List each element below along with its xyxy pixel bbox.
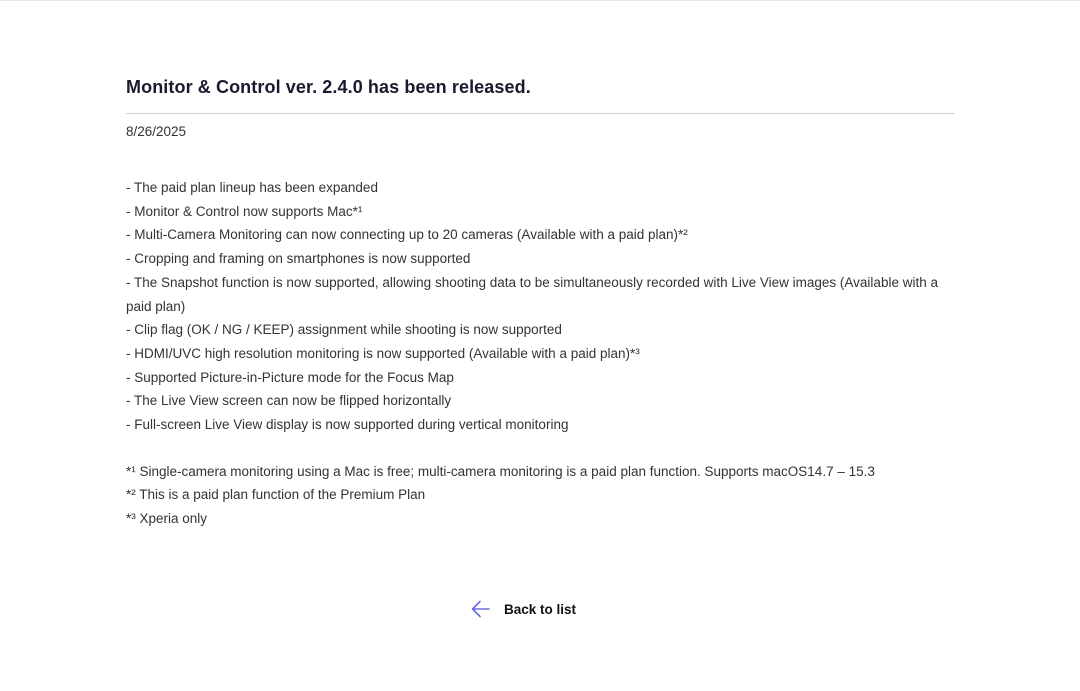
list-item: - Multi-Camera Monitoring can now connecting up to 20 cameras (Available with a paid plan)*² [126, 227, 688, 243]
footnote-item: *² This is a paid plan function of the Premium Plan [126, 487, 426, 503]
list-item: - Cropping and framing on smartphones is now supported [126, 251, 471, 267]
article-date: 8/26/2025 [126, 124, 187, 139]
article-title: Monitor & Control ver. 2.4.0 has been released. [126, 77, 531, 97]
footnote-list [126, 460, 955, 531]
title-divider [126, 113, 955, 114]
back-to-list-link[interactable] [471, 598, 576, 620]
list-item: - Monitor & Control now supports Mac*¹ [126, 203, 363, 219]
news-article [126, 74, 955, 531]
change-list [126, 176, 955, 437]
list-item: - Supported Picture-in-Picture mode for the Focus Map [126, 369, 454, 385]
list-item: - The paid plan lineup has been expanded [126, 180, 378, 195]
top-border [0, 0, 1080, 1]
list-item: - Full-screen Live View display is now supported during vertical monitoring [126, 417, 569, 433]
list-item: - Clip flag (OK / NG / KEEP) assignment while shooting is now supported [126, 322, 562, 338]
footnote-item: *¹ Single-camera monitoring using a Mac is free; multi-camera monitoring is a paid plan function. Supports macOS14.7 – 15.3 [126, 463, 875, 479]
back-to-list-label: Back to list [504, 601, 577, 617]
footnote-item: *³ Xperia only [126, 511, 208, 527]
arrow-left-icon [471, 600, 490, 618]
list-item: - The Snapshot function is now supported, allowing shooting data to be simultaneously recorded with Live View images (Available with a paid plan) [126, 274, 938, 314]
list-item: - The Live View screen can now be flipped horizontally [126, 393, 452, 409]
list-item: - HDMI/UVC high resolution monitoring is now supported (Available with a paid plan)*³ [126, 345, 640, 361]
